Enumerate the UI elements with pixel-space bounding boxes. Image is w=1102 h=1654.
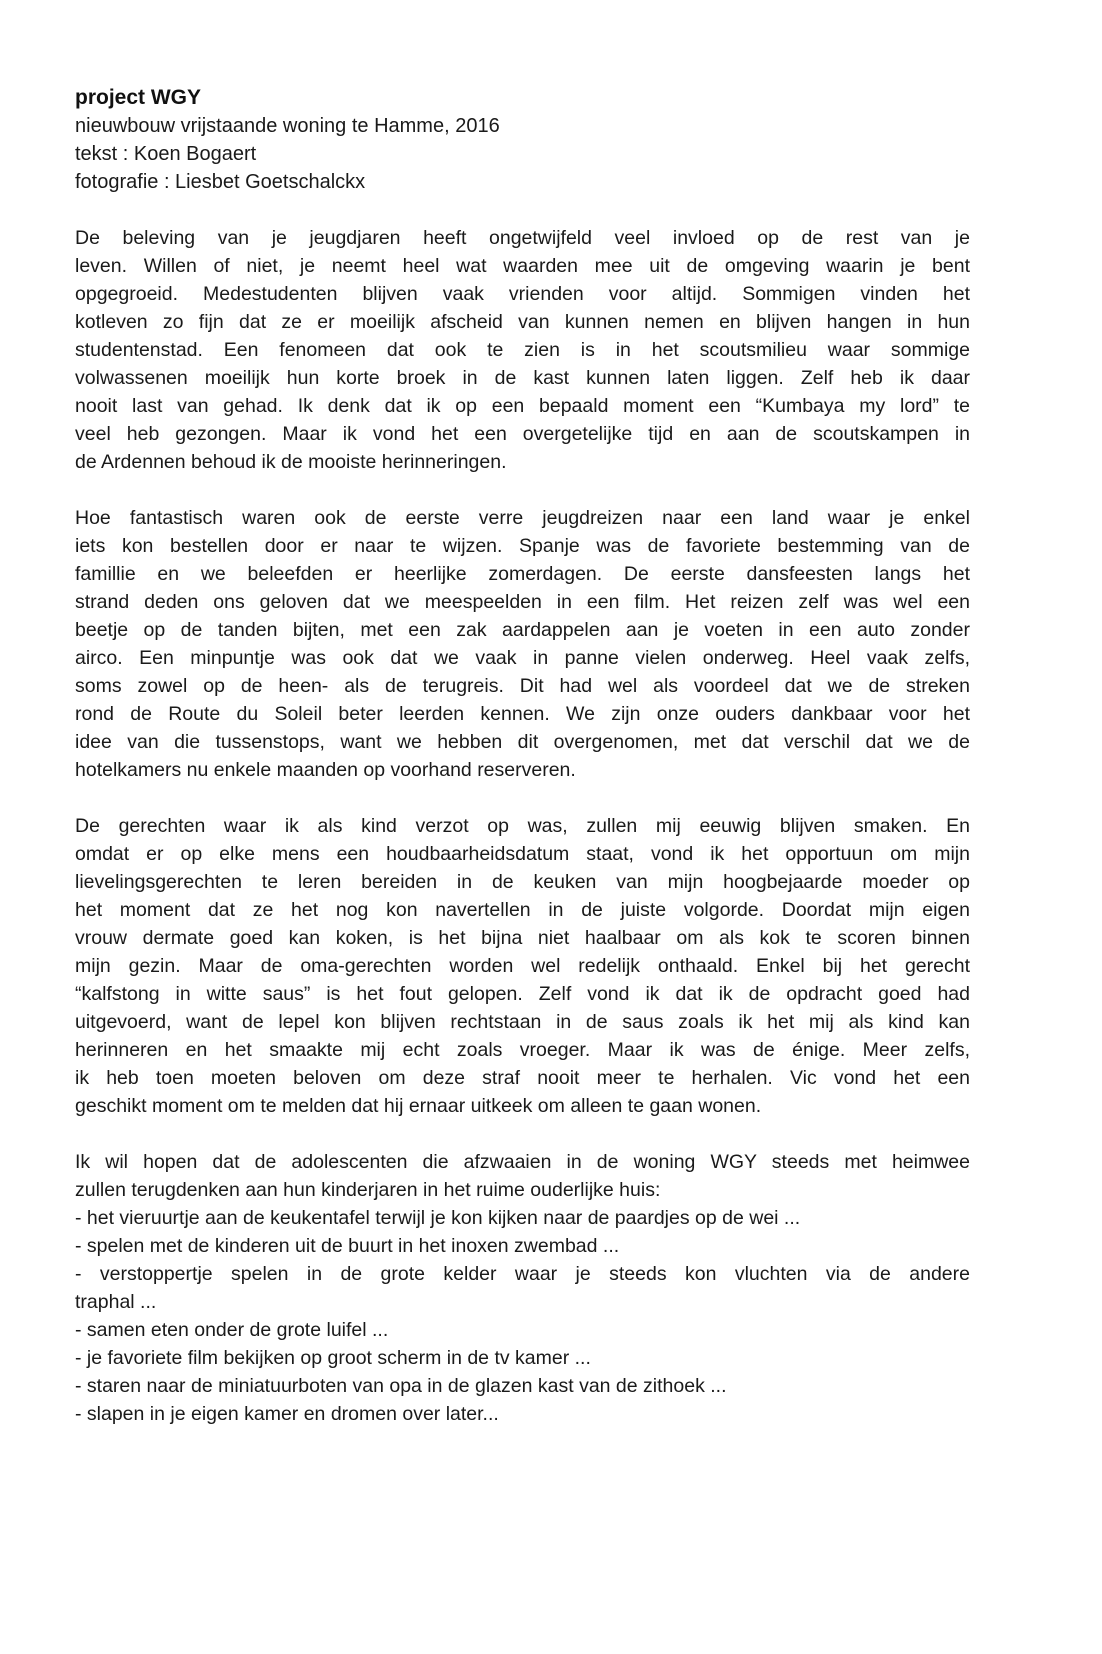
paragraph (75, 1148, 970, 1428)
text-line: - samen eten onder de grote luifel ... (75, 1319, 389, 1341)
text-line: mijn gezin. Maar de oma-gerechten worden wel redelijk onthaald. Enkel bij het gerecht (75, 955, 970, 977)
text-line: airco. Een minpuntje was ook dat we vaak in panne vielen onderweg. Heel vaak zelfs, (75, 647, 970, 669)
text-line: opgegroeid. Medestudenten blijven vaak vrienden voor altijd. Sommigen vinden het (75, 283, 970, 305)
text-line: De gerechten waar ik als kind verzot op was, zullen mij eeuwig blijven smaken. En (75, 815, 970, 837)
text-line: het moment dat ze het nog kon navertellen in de juiste volgorde. Doordat mijn eigen (75, 899, 970, 921)
text-line: rond de Route du Soleil beter leerden kennen. We zijn onze ouders dankbaar voor het (75, 703, 970, 725)
text-line: soms zowel op de heen- als de terugreis. Dit had wel als voordeel dat we de streken (75, 675, 970, 697)
text-line: kotleven zo fijn dat ze er moeilijk afscheid van kunnen nemen en blijven hangen in hun (75, 311, 970, 333)
document-page (75, 84, 970, 1428)
text-line: - je favoriete film bekijken op groot scherm in de tv kamer ... (75, 1347, 591, 1369)
text-line: nooit last van gehad. Ik denk dat ik op een bepaald moment een “Kumbaya my lord” te (75, 395, 970, 417)
text-line: veel heb gezongen. Maar ik vond het een overgetelijke tijd en aan de scoutskampen in (75, 423, 970, 445)
text-line: - slapen in je eigen kamer en dromen over later... (75, 1403, 499, 1425)
text-line: beetje op de tanden bijten, met een zak aardappelen aan je voeten in een auto zonder (75, 619, 970, 641)
text-line: leven. Willen of niet, je neemt heel wat waarden mee uit de omgeving waarin je bent (75, 255, 970, 277)
text-line: uitgevoerd, want de lepel kon blijven rechtstaan in de saus zoals ik het mij als kind kan (75, 1011, 970, 1033)
text-line: lievelingsgerechten te leren bereiden in de keuken van mijn hoogbejaarde moeder op (75, 871, 970, 893)
text-line: - spelen met de kinderen uit de buurt in het inoxen zwembad ... (75, 1235, 620, 1257)
text-line: omdat er op elke mens een houdbaarheidsdatum staat, vond ik het opportuun om mijn (75, 843, 970, 865)
text-credit: tekst : Koen Bogaert (75, 143, 257, 165)
text-line: de Ardennen behoud ik de mooiste herinneringen. (75, 451, 507, 473)
text-line: - het vieruurtje aan de keukentafel terwijl je kon kijken naar de paardjes op de wei ... (75, 1207, 801, 1229)
text-line: strand deden ons geloven dat we meespeelden in een film. Het reizen zelf was wel een (75, 591, 970, 613)
text-line: studentenstad. Een fenomeen dat ook te zien is in het scoutsmilieu waar sommige (75, 339, 970, 361)
text-line: iets kon bestellen door er naar te wijzen. Spanje was de favoriete bestemming van de (75, 535, 970, 557)
body-text (75, 224, 970, 1428)
text-line: famillie en we beleefden er heerlijke zomerdagen. De eerste dansfeesten langs het (75, 563, 970, 585)
text-line: “kalfstong in witte saus” is het fout gelopen. Zelf vond ik dat ik de opdracht goed had (75, 983, 970, 1005)
text-line: - staren naar de miniatuurboten van opa in de glazen kast van de zithoek ... (75, 1375, 727, 1397)
photo-credit: fotografie : Liesbet Goetschalckx (75, 171, 366, 193)
text-line: - verstoppertje spelen in de grote kelder waar je steeds kon vluchten via de andere (75, 1263, 970, 1285)
paragraph (75, 224, 970, 476)
text-line: hotelkamers nu enkele maanden op voorhand reserveren. (75, 759, 576, 781)
paragraph (75, 504, 970, 784)
text-line: De beleving van je jeugdjaren heeft ongetwijfeld veel invloed op de rest van je (75, 227, 970, 249)
text-line: traphal ... (75, 1291, 157, 1313)
text-line: herinneren en het smaakte mij echt zoals vroeger. Maar ik was de énige. Meer zelfs, (75, 1039, 970, 1061)
text-line: zullen terugdenken aan hun kinderjaren in het ruime ouderlijke huis: (75, 1179, 661, 1201)
project-subtitle: nieuwbouw vrijstaande woning te Hamme, 2016 (75, 115, 500, 137)
text-line: Ik wil hopen dat de adolescenten die afzwaaien in de woning WGY steeds met heimwee (75, 1151, 970, 1173)
text-line: idee van die tussenstops, want we hebben dit overgenomen, met dat verschil dat we de (75, 731, 970, 753)
text-line: Hoe fantastisch waren ook de eerste verre jeugdreizen naar een land waar je enkel (75, 507, 970, 529)
text-line: ik heb toen moeten beloven om deze straf nooit meer te herhalen. Vic vond het een (75, 1067, 970, 1089)
paragraph (75, 812, 970, 1120)
text-line: volwassenen moeilijk hun korte broek in de kast kunnen laten liggen. Zelf heb ik daar (75, 367, 970, 389)
document-title: project WGY (75, 86, 202, 109)
text-line: vrouw dermate goed kan koken, is het bijna niet haalbaar om als kok te scoren binnen (75, 927, 970, 949)
text-line: geschikt moment om te melden dat hij ernaar uitkeek om alleen te gaan wonen. (75, 1095, 762, 1117)
